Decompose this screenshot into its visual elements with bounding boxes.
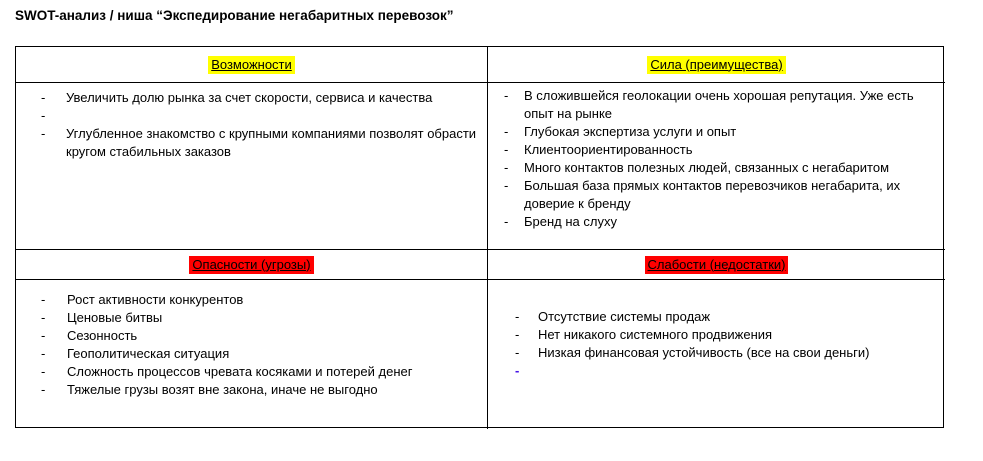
list-item: [41, 345, 487, 363]
list-item-text: Глубокая экспертиза услуги и опыт: [524, 124, 737, 139]
bullet-dash: -: [41, 328, 46, 343]
bullet-dash: -: [515, 345, 520, 360]
list-item-text: Сезонность: [67, 328, 138, 343]
cell-strengths: [487, 82, 945, 249]
header-cell-weaknesses: [487, 249, 945, 279]
list-item-text: Отсутствие системы продаж: [538, 309, 711, 324]
list-item: [515, 326, 945, 344]
list-item-text: Увеличить долю рынка за счет скорости, сервиса и качества: [66, 90, 433, 105]
list-item: [41, 381, 487, 399]
bullet-dash: -: [504, 124, 509, 139]
list-item-text: Бренд на слуху: [524, 214, 617, 229]
list-item-text: Сложность процессов чревата косяками и потерей денег: [67, 364, 413, 379]
cell-threats: [16, 279, 487, 429]
header-opportunities: Возможности: [208, 56, 295, 74]
bullet-dash: -: [515, 327, 520, 342]
list-item: [41, 309, 487, 327]
list-item: [41, 125, 487, 161]
list-item: [504, 123, 945, 141]
list-item-text: Рост активности конкурентов: [67, 292, 244, 307]
opportunities-list: [41, 89, 487, 161]
bullet-dash: -: [41, 364, 46, 379]
bullet-dash: -: [41, 310, 46, 325]
bullet-dash: -: [41, 108, 46, 123]
list-item-text: Клиентоориентированность: [524, 142, 693, 157]
bullet-dash: -: [504, 142, 509, 157]
bullet-dash: -: [41, 126, 46, 141]
bullet-dash: -: [504, 178, 509, 193]
list-item: [504, 177, 945, 213]
list-item: [41, 89, 487, 107]
list-item-text: Большая база прямых контактов перевозчиков негабарита, их доверие к бренду: [524, 178, 901, 211]
weaknesses-list: [515, 308, 945, 380]
list-item: [504, 213, 945, 231]
list-item: [41, 363, 487, 381]
bullet-dash-blue: -: [515, 363, 520, 378]
threats-list: [41, 291, 487, 399]
bullet-dash: -: [41, 292, 46, 307]
list-item: [41, 291, 487, 309]
header-strengths: Сила (преимущества): [647, 56, 785, 74]
bullet-dash: -: [504, 214, 509, 229]
list-item-text: Нет никакого системного продвижения: [538, 327, 773, 342]
list-item: [504, 87, 945, 123]
bullet-dash: -: [41, 346, 46, 361]
bullet-dash: -: [504, 88, 509, 103]
list-item: [515, 308, 945, 326]
page-title: SWOT-анализ / ниша “Экспедирование негабаритных перевозок”: [15, 8, 454, 23]
list-item-text: Геополитическая ситуация: [67, 346, 230, 361]
header-cell-strengths: [487, 47, 945, 82]
list-item-text: Углубленное знакомство с крупными компаниями позволят обрасти кругом стабильных заказов: [66, 126, 477, 159]
bullet-dash: -: [515, 309, 520, 324]
bullet-dash: -: [504, 160, 509, 175]
bullet-dash: -: [41, 90, 46, 105]
list-item-text: Низкая финансовая устойчивость (все на свои деньги): [538, 345, 870, 360]
list-item-text: [538, 362, 945, 380]
cell-opportunities: [16, 82, 487, 249]
list-item: [504, 159, 945, 177]
header-cell-opportunities: [16, 47, 487, 82]
list-item-empty: [41, 107, 487, 125]
strengths-list: [504, 87, 945, 231]
cell-weaknesses: [487, 279, 945, 429]
header-cell-threats: [16, 249, 487, 279]
bullet-dash: -: [41, 382, 46, 397]
list-item-text: В сложившейся геолокации очень хорошая репутация. Уже есть опыт на рынке: [524, 88, 914, 121]
swot-table: [15, 46, 944, 428]
header-threats: Опасности (угрозы): [189, 256, 313, 274]
list-item-text: Ценовые битвы: [67, 310, 163, 325]
list-item: [504, 141, 945, 159]
list-item-text: Тяжелые грузы возят вне закона, иначе не выгодно: [67, 382, 378, 397]
list-item-empty: [515, 362, 945, 380]
list-item: [41, 327, 487, 345]
list-item-text: Много контактов полезных людей, связанных с негабаритом: [524, 160, 890, 175]
list-item: [515, 344, 945, 362]
header-weaknesses: Слабости (недостатки): [645, 256, 789, 274]
list-item-text: [66, 107, 487, 125]
